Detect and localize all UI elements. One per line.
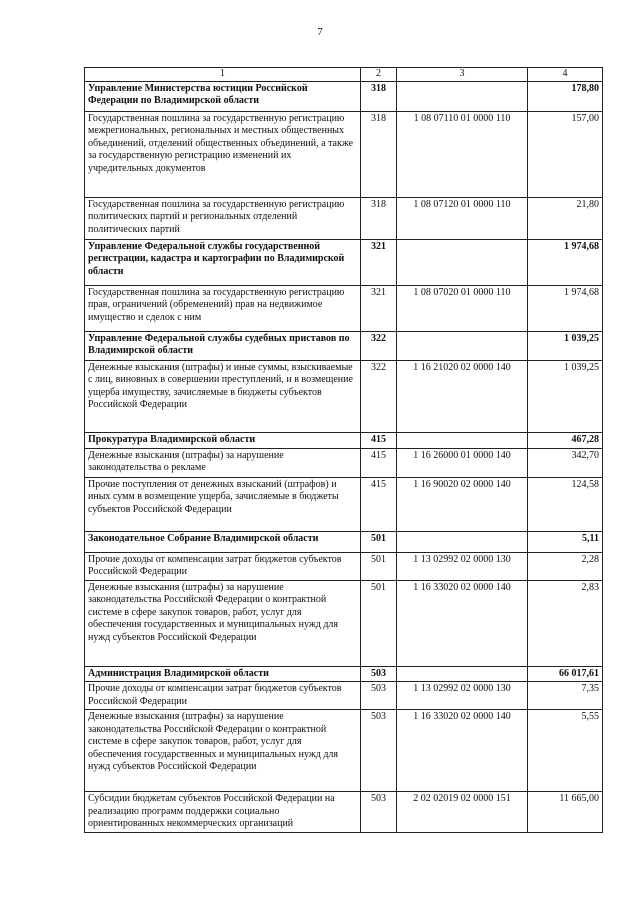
column-header-3: 3 [397,68,528,82]
cell-code: 503 [361,666,397,682]
cell-name: Денежные взыскания (штрафы) за нарушение законодательства Российской Федерации о контрактной системе в сфере закупок товаров, работ, услуг для обеспечения государственных и муниципальных нужд для нужд субъектов Российской Федерации [85,710,361,792]
cell-name: Управление Федеральной службы государственной регистрации, кадастра и картографии по Владимирской области [85,239,361,285]
cell-name: Денежные взыскания (штрафы) за нарушение законодательства Российской Федерации о контрактной системе в сфере закупок товаров, работ, услуг для обеспечения государственных и муниципальных нужд для нужд субъектов Российской Федерации [85,580,361,666]
cell-name: Прочие поступления от денежных взысканий (штрафов) и иных сумм в возмещение ущерба, зачисляемые в бюджеты субъектов Российской Федерации [85,477,361,531]
cell-kbk: 1 08 07120 01 0000 110 [397,197,528,239]
cell-amount: 157,00 [528,111,603,197]
table-row [85,285,603,331]
cell-kbk: 1 16 33020 02 0000 140 [397,710,528,792]
cell-code: 322 [361,360,397,432]
table-row [85,710,603,792]
cell-name: Управление Федеральной службы судебных приставов по Владимирской области [85,331,361,360]
table-row [85,682,603,710]
cell-name: Государственная пошлина за государственную регистрацию межрегиональных, региональных и местных общественных объединений, отделений общественных объединений, а также за государственную регистрацию изменений их учредительных документов [85,111,361,197]
column-header-4: 4 [528,68,603,82]
table-row-section [85,531,603,552]
table-row-section [85,239,603,285]
revenue-table [84,67,603,833]
table-row [85,448,603,477]
table-row-section [85,81,603,111]
table-row-section [85,331,603,360]
cell-amount: 2,83 [528,580,603,666]
cell-kbk: 1 08 07110 01 0000 110 [397,111,528,197]
cell-name: Администрация Владимирской области [85,666,361,682]
cell-name: Денежные взыскания (штрафы) и иные суммы, взыскиваемые с лиц, виновных в совершении преступлений, и в возмещение ущерба имуществу, зачисляемые в бюджеты субъектов Российской Федерации [85,360,361,432]
cell-amount: 5,11 [528,531,603,552]
column-header-1: 1 [85,68,361,82]
cell-amount: 21,80 [528,197,603,239]
cell-code: 322 [361,331,397,360]
cell-kbk: 1 16 21020 02 0000 140 [397,360,528,432]
cell-kbk: 1 16 33020 02 0000 140 [397,580,528,666]
cell-amount: 66 017,61 [528,666,603,682]
column-header-2: 2 [361,68,397,82]
cell-code: 321 [361,239,397,285]
cell-name: Государственная пошлина за государственную регистрацию политических партий и региональных отделений политических партий [85,197,361,239]
table-row [85,360,603,432]
cell-name: Субсидии бюджетам субъектов Российской Федерации на реализацию программ поддержки социально ориентированных некоммерческих организаций [85,792,361,833]
page-number: 7 [317,26,323,38]
cell-code: 415 [361,477,397,531]
cell-code: 501 [361,552,397,580]
cell-code: 415 [361,432,397,448]
cell-amount: 342,70 [528,448,603,477]
cell-kbk [397,331,528,360]
cell-amount: 178,80 [528,81,603,111]
cell-code: 321 [361,285,397,331]
table-row [85,792,603,833]
cell-code: 501 [361,531,397,552]
cell-name: Прочие доходы от компенсации затрат бюджетов субъектов Российской Федерации [85,682,361,710]
cell-amount: 1 974,68 [528,239,603,285]
cell-amount: 2,28 [528,552,603,580]
cell-kbk [397,432,528,448]
cell-name: Прочие доходы от компенсации затрат бюджетов субъектов Российской Федерации [85,552,361,580]
cell-code: 415 [361,448,397,477]
cell-amount: 11 665,00 [528,792,603,833]
cell-kbk: 1 13 02992 02 0000 130 [397,552,528,580]
cell-amount: 5,55 [528,710,603,792]
cell-kbk: 2 02 02019 02 0000 151 [397,792,528,833]
cell-kbk [397,81,528,111]
cell-code: 501 [361,580,397,666]
cell-code: 503 [361,682,397,710]
cell-kbk: 1 08 07020 01 0000 110 [397,285,528,331]
cell-name: Законодательное Собрание Владимирской области [85,531,361,552]
cell-code: 318 [361,111,397,197]
table-row [85,111,603,197]
table-header-row [85,68,603,82]
cell-code: 503 [361,792,397,833]
table-row [85,552,603,580]
cell-amount: 1 039,25 [528,360,603,432]
cell-kbk: 1 13 02992 02 0000 130 [397,682,528,710]
cell-kbk: 1 16 90020 02 0000 140 [397,477,528,531]
table-row-section [85,666,603,682]
cell-amount: 124,58 [528,477,603,531]
table-row [85,580,603,666]
cell-amount: 1 974,68 [528,285,603,331]
cell-code: 318 [361,81,397,111]
cell-code: 503 [361,710,397,792]
cell-kbk [397,239,528,285]
cell-code: 318 [361,197,397,239]
cell-amount: 467,28 [528,432,603,448]
cell-amount: 7,35 [528,682,603,710]
cell-amount: 1 039,25 [528,331,603,360]
cell-name: Денежные взыскания (штрафы) за нарушение законодательства о рекламе [85,448,361,477]
table-row [85,477,603,531]
table-row [85,197,603,239]
cell-name: Государственная пошлина за государственную регистрацию прав, ограничений (обременений) прав на недвижимое имущество и сделок с ним [85,285,361,331]
cell-kbk [397,531,528,552]
cell-name: Управление Министерства юстиции Российской Федерации по Владимирской области [85,81,361,111]
cell-kbk [397,666,528,682]
cell-name: Прокуратура Владимирской области [85,432,361,448]
table-row-section [85,432,603,448]
cell-kbk: 1 16 26000 01 0000 140 [397,448,528,477]
